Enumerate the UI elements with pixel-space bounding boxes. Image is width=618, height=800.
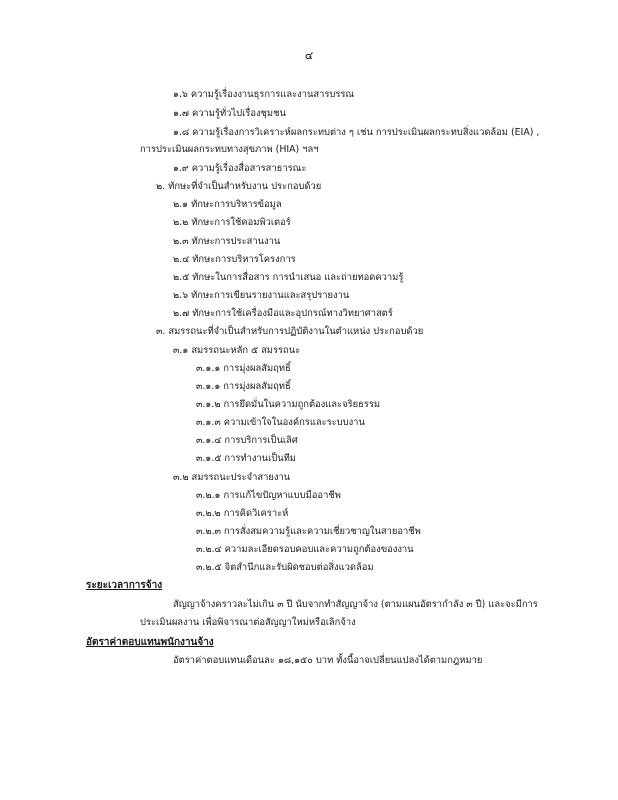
list-item: ๓.๑.๔ การบริการเป็นเลิศ [196, 435, 298, 446]
paragraph-line: สัญญาจ้างคราวละไม่เกิน ๓ ปี นับจากทำสัญญาจ้าง (ตามแผนอัตรากำลัง ๓ ปี) และจะมีการ [173, 599, 538, 610]
list-item: ๓.๑.๓ ความเข้าใจในองค์กรและระบบงาน [196, 417, 365, 428]
list-item: ๓.๒.๒ การคิดวิเคราะห์ [196, 508, 289, 519]
page-number: ๔ [304, 49, 314, 62]
list-item: ๓.๑.๑ การมุ่งผลสัมฤทธิ์ [196, 363, 291, 374]
list-item: ๒.๕ ทักษะในการสื่อสาร การนำเสนอ และถ่ายทอดความรู้ [173, 272, 404, 283]
list-item: ๑.๘ ความรู้เรื่องการวิเคราะห์ผลกระทบต่าง ๆ เช่น การประเมินผลกระทบสิ่งแวดล้อม (EIA) , [173, 127, 540, 138]
list-item: ๒.๗ ทักษะการใช้เครื่องมือและอุปกรณ์ทางวิทยาศาสตร์ [173, 308, 393, 319]
list-item: ๓.๒.๕ จิตสำนึกและรับผิดชอบต่อสิ่งแวดล้อม [196, 562, 374, 573]
subsection-heading: ๓.๒ สมรรถนะประจำสายงาน [173, 472, 291, 483]
list-item: ๓.๑.๑ การมุ่งผลสัมฤทธิ์ [196, 381, 291, 392]
list-item: ๒.๖ ทักษะการเขียนรายงานและสรุปรายงาน [173, 290, 350, 301]
list-item: ๑.๙ ความรู้เรื่องสื่อสารสาธารณะ [173, 163, 307, 174]
list-item: ๑.๗ ความรู้ทั่วไปเรื่องชุมชน [173, 108, 286, 119]
list-item: ๓.๒.๓ การสั่งสมความรู้และความเชี่ยวชาญในสายอาชีพ [196, 526, 421, 537]
heading-compensation-rate: อัตราค่าตอบแทนพนักงานจ้าง [86, 637, 214, 648]
paragraph-line: อัตราค่าตอบแทนเดือนละ ๑๘,๑๕๐ บาท ทั้งนี้อาจเปลี่ยนแปลงได้ตามกฎหมาย [173, 655, 483, 666]
list-item: ๓.๒.๑ การแก้ไขปัญหาแบบมืออาชีพ [196, 490, 341, 501]
paragraph-line: ประเมินผลงาน เพื่อพิจารณาต่อสัญญาใหม่หรือเลิกจ้าง [140, 617, 356, 628]
list-item-continuation: การประเมินผลกระทบทางสุขภาพ (HIA) ฯลฯ [140, 144, 319, 155]
list-item: ๒.๓ ทักษะการประสานงาน [173, 236, 281, 247]
section-heading: ๓. สมรรถนะที่จำเป็นสำหรับการปฏิบัติงานในตำแหน่ง ประกอบด้วย [156, 326, 424, 337]
list-item: ๒.๔ ทักษะการบริหารโครงการ [173, 254, 296, 265]
list-item: ๒.๒ ทักษะการใช้คอมพิวเตอร์ [173, 217, 291, 228]
heading-employment-period: ระยะเวลาการจ้าง [86, 580, 163, 591]
section-heading: ๒. ทักษะที่จำเป็นสำหรับงาน ประกอบด้วย [156, 181, 322, 192]
list-item: ๑.๖ ความรู้เรื่องงานธุรการและงานสารบรรณ [173, 89, 355, 100]
list-item: ๓.๑.๕ การทำงานเป็นทีม [196, 453, 296, 464]
list-item: ๓.๑.๒ การยึดมั่นในความถูกต้องและจริยธรรม [196, 399, 381, 410]
subsection-heading: ๓.๑ สมรรถนะหลัก ๕ สมรรถนะ [173, 345, 301, 356]
list-item: ๒.๑ ทักษะการบริหารข้อมูล [173, 199, 282, 210]
list-item: ๓.๒.๔ ความละเอียดรอบคอบและความถูกต้องของงาน [196, 544, 414, 555]
